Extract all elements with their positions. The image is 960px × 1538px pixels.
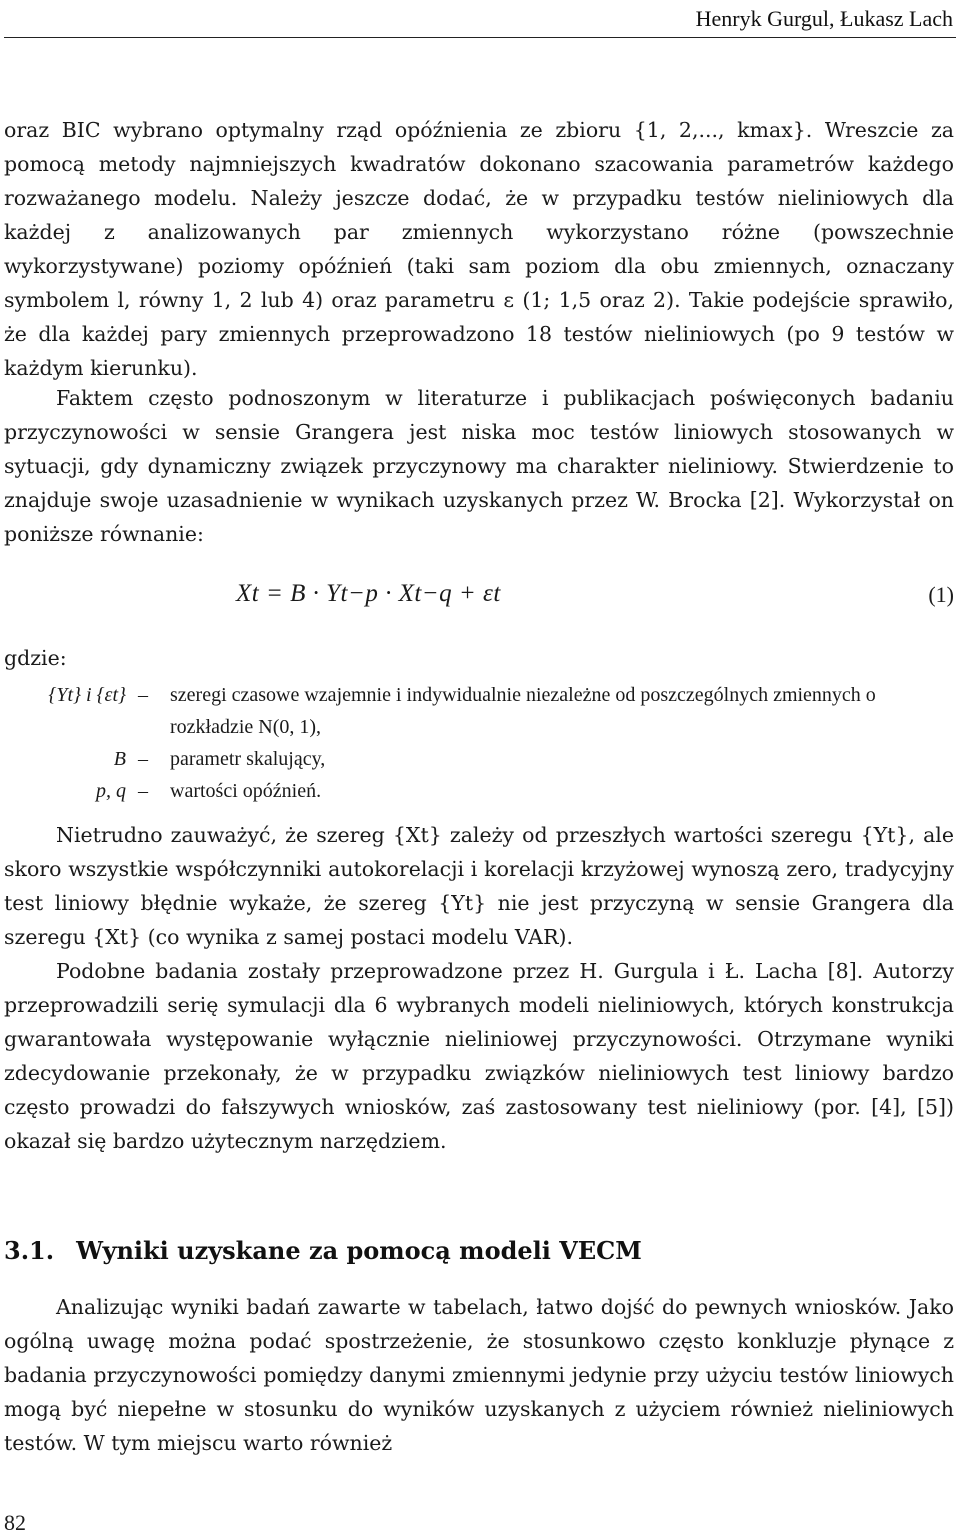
paragraph-5: Analizując wyniki badań zawarte w tabelach, łatwo dojść do pewnych wniosków. Jako ogólną uwagę można podać spostrzeżenie, że stosunkowo często konkluzje płynące z badania przyczynowości pomiędzy danymi zmiennymi jedynie przy użyciu testów liniowych mogą być niepełne w stosunku do wyników uzyskanych z użyciem również nieliniowych testów. W tym miejscu warto również [4, 1295, 954, 1455]
legend-item [4, 679, 954, 743]
section-heading [4, 1236, 642, 1265]
equation-number: (1) [928, 582, 954, 607]
symbol-legend [4, 679, 954, 807]
where-label: gdzie: [4, 646, 67, 670]
section-title: Wyniki uzyskane za pomocą modeli VECM [76, 1236, 642, 1265]
legend-item [4, 743, 954, 775]
equation-row [4, 580, 954, 620]
legend-description: parametr skalujący, [170, 748, 326, 770]
legend-dash: – [138, 748, 148, 770]
paragraph-3: Nietrudno zauważyć, że szereg {Xt} zależy od przeszłych wartości szeregu {Yt}, ale skoro wszystkie współczynniki autokorelacji i korelacji krzyżowej wynoszą zero, tradycyjny test liniowy błędnie wykaże, że szereg {Yt} nie jest przyczyną w sensie Grangera dla szeregu {Xt} (co wynika z samej postaci modelu VAR). [4, 823, 954, 949]
page-number: 82 [4, 1510, 26, 1535]
paragraph-4: Podobne badania zostały przeprowadzone przez H. Gurgula i Ł. Lacha [8]. Autorzy przeprowadzili serię symulacji dla 6 wybranych modeli nieliniowych, których konstrukcja gwarantowała występowanie wyłącznie nieliniowej przyczynowości. Otrzymane wyniki zdecydowanie przekonały, że w przypadku związków nieliniowych test liniowy bardzo często prowadzi do fałszywych wniosków, zaś zastosowany test nieliniowy (por. [4], [5]) okazał się bardzo użytecznym narzędziem. [4, 959, 954, 1153]
legend-dash: – [138, 780, 148, 802]
header-rule [4, 37, 956, 38]
legend-item [4, 775, 954, 807]
legend-symbol: {Yt} i {εt} [48, 684, 126, 706]
legend-symbol: p, q [96, 780, 126, 802]
section-number: 3.1. [4, 1236, 55, 1265]
equation-formula: Xt = B · Yt−p · Xt−q + εt [236, 580, 501, 607]
legend-symbol: B [113, 748, 126, 770]
paragraph-1: oraz BIC wybrano optymalny rząd opóźnienia ze zbioru {1, 2,..., kmax}. Wreszcie za pomocą metody najmniejszych kwadratów dokonano szacowania parametrów każdego rozważanego modelu. Należy jeszcze dodać, że w przypadku testów nieliniowych dla każdej z analizowanych par zmiennych wykorzystano różne (powszechnie wykorzystywane) poziomy opóźnień (taki sam poziom dla obu zmiennych, oznaczany symbolem l, równy 1, 2 lub 4) oraz parametru ε (1; 1,5 oraz 2). Takie podejście sprawiło, że dla każdej pary zmiennych przeprowadzono 18 testów nieliniowych (po 9 testów w każdym kierunku). [4, 118, 954, 380]
legend-description: szeregi czasowe wzajemnie i indywidualnie niezależne od poszczególnych zmiennych o rozkładzie N(0, 1), [170, 684, 876, 738]
legend-dash: – [138, 684, 148, 706]
legend-description: wartości opóźnień. [170, 780, 322, 802]
paragraph-2: Faktem często podnoszonym w literaturze i publikacjach poświęconych badaniu przyczynowości w sensie Grangera jest niska moc testów liniowych stosowanych w sytuacji, gdy dynamiczny związek przyczynowy ma charakter nieliniowy. Stwierdzenie to znajduje swoje uzasadnienie w wynikach uzyskanych przez W. Brocka [2]. Wykorzystał on poniższe równanie: [4, 386, 954, 546]
running-head: Henryk Gurgul, Łukasz Lach [695, 6, 953, 31]
